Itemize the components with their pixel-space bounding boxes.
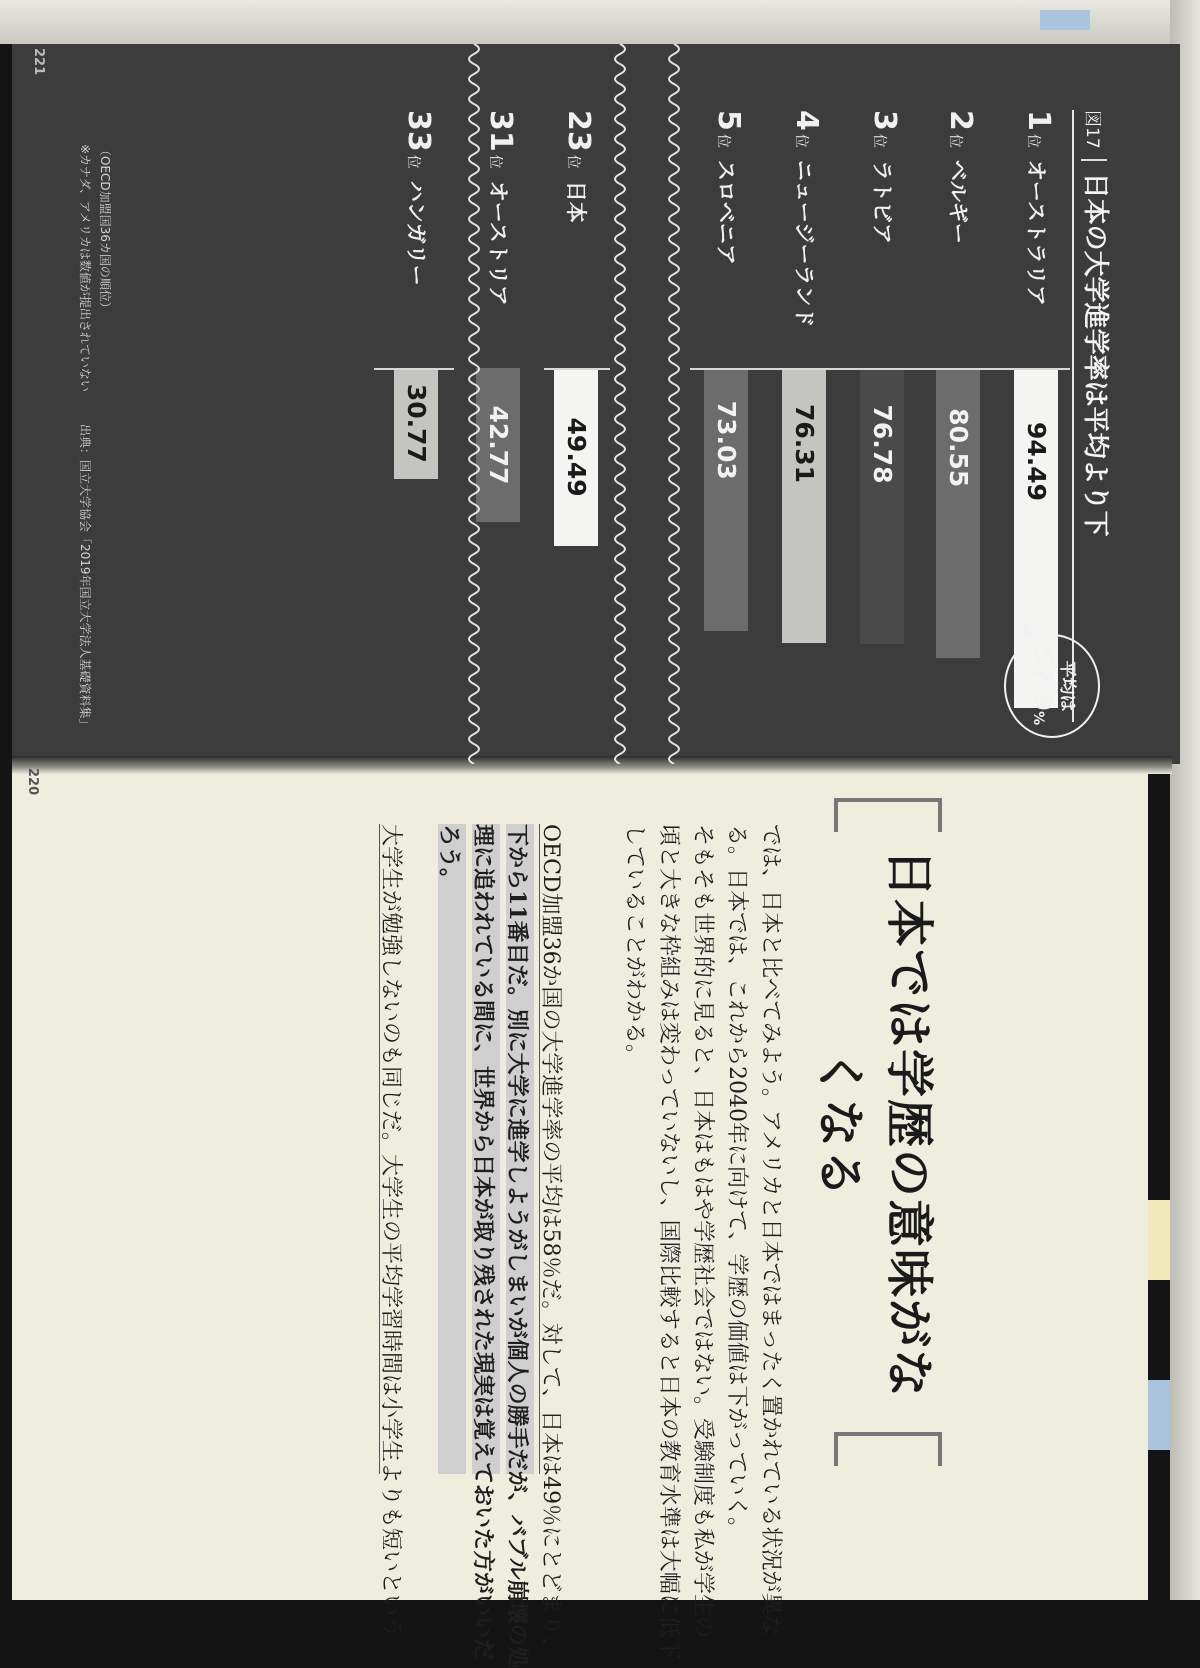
chart-note-2: ※カナダ、アメリカは数値が提出されていない bbox=[78, 144, 92, 392]
country-name: 日本 bbox=[564, 180, 588, 223]
body-line-highlight: ろう。 bbox=[438, 824, 466, 1474]
chart-figure bbox=[12, 44, 1180, 764]
rank-suffix: 位 bbox=[487, 154, 503, 169]
rank-number: 4 bbox=[789, 110, 824, 131]
rank-number: 3 bbox=[867, 110, 902, 131]
bar-value-label: 80.55 bbox=[944, 408, 973, 488]
body-line: 頃と大きな枠組みは変わっていないし、国際比較すると日本の教育水準は大幅に低下 bbox=[656, 824, 681, 1660]
rank-suffix: 位 bbox=[871, 133, 887, 148]
body-line: していることがわかる。 bbox=[622, 824, 647, 1067]
rank-suffix: 位 bbox=[405, 154, 421, 169]
scale-break-wave bbox=[605, 44, 635, 764]
axis-baseline bbox=[544, 368, 610, 370]
rank-number: 5 bbox=[711, 110, 746, 131]
country-name: ラトビア bbox=[870, 159, 894, 244]
rank-suffix: 位 bbox=[1025, 133, 1041, 148]
average-value: 57.9 bbox=[1027, 646, 1057, 712]
rank-number: 23 bbox=[561, 110, 596, 152]
chart-title-block bbox=[1080, 110, 1116, 670]
average-bubble bbox=[1004, 634, 1100, 738]
rank-number: 1 bbox=[1021, 110, 1056, 131]
chart-note-1: （OECD加盟国36カ国の順位） bbox=[98, 144, 112, 314]
chart-source: 出典：国立大学協会「2019年国立大学法人基礎資料集」 bbox=[78, 424, 92, 731]
bar-value-label: 30.77 bbox=[402, 383, 431, 463]
country-name: オーストラリア bbox=[1024, 159, 1048, 306]
scale-break-wave bbox=[459, 44, 489, 764]
page-headline: 日本では学歴の意味がなくなる bbox=[812, 848, 937, 1399]
chart-title: 日本の大学進学率は平均より下 bbox=[1080, 172, 1110, 537]
country-name: ニュージーランド bbox=[792, 159, 816, 328]
rank-suffix: 位 bbox=[793, 133, 809, 148]
rank-number: 2 bbox=[943, 110, 978, 131]
rank-number: 31 bbox=[483, 110, 518, 152]
rank-label bbox=[938, 110, 978, 360]
rank-label bbox=[862, 110, 902, 360]
headline-bracket-left bbox=[834, 798, 942, 832]
body-line: る。日本では、これから2040年に向けて、学歴の価値は下がっていく。 bbox=[724, 824, 749, 1540]
scale-break-wave bbox=[659, 44, 689, 764]
body-line: そもそも世界的に見ると、日本はもはや学歴社会ではない。受験制度も私が学生の bbox=[690, 824, 715, 1639]
axis-baseline bbox=[690, 368, 1070, 370]
bar-value-label: 42.77 bbox=[484, 405, 513, 485]
rank-label bbox=[784, 110, 824, 360]
average-unit: % bbox=[1030, 711, 1046, 726]
body-line-highlight: 理に追われている間に、世界から日本が取り残された現実は覚えておいた方がいいだ bbox=[472, 824, 500, 1474]
sticky-tab bbox=[1040, 10, 1090, 30]
text-content bbox=[12, 764, 1148, 1668]
average-label: 平均は bbox=[1057, 660, 1077, 712]
bar-value-label: 76.78 bbox=[868, 404, 897, 484]
body-line: 大学生が勉強しないのも同じだ。大学生の平均学習時間は小学生よりも短いという bbox=[379, 824, 408, 1474]
country-name: ベルギー bbox=[946, 159, 970, 244]
page-number-right: 220 bbox=[25, 768, 40, 796]
bar-value-label: 49.49 bbox=[562, 417, 591, 497]
body-line: では、日本と比べてみよう。アメリカと日本ではまったく置かれている状況が異な bbox=[758, 824, 783, 1637]
country-name: オーストリア bbox=[486, 180, 510, 306]
country-name: ハンガリー bbox=[404, 180, 428, 286]
rank-number: 33 bbox=[401, 110, 436, 152]
rank-suffix: 位 bbox=[947, 133, 963, 148]
headline-bracket-right bbox=[834, 1432, 942, 1466]
figure-label: 図17 bbox=[1082, 110, 1102, 149]
axis-baseline bbox=[374, 368, 454, 370]
body-line: OECD加盟36か国の大学進学率の平均は58％だ。対して、日本は49％にとどまり、 bbox=[539, 824, 568, 1474]
page-edge bbox=[0, 0, 1200, 44]
rank-label bbox=[396, 110, 436, 360]
page-number-left: 221 bbox=[31, 48, 46, 76]
bar-value-label: 94.49 bbox=[1022, 422, 1051, 502]
bar-value-label: 76.31 bbox=[790, 404, 819, 484]
rank-suffix: 位 bbox=[715, 133, 731, 148]
rank-label bbox=[706, 110, 746, 360]
rank-label bbox=[556, 110, 596, 360]
rank-label bbox=[1016, 110, 1056, 360]
rank-suffix: 位 bbox=[565, 154, 581, 169]
body-line-highlight: 下から11番目だ。別に大学に進学しようがしまいが個人の勝手だが、バブル崩壊の処 bbox=[506, 824, 534, 1474]
title-rule bbox=[1072, 110, 1074, 722]
bar-value-label: 73.03 bbox=[712, 400, 741, 480]
country-name: スロベニア bbox=[714, 159, 738, 265]
